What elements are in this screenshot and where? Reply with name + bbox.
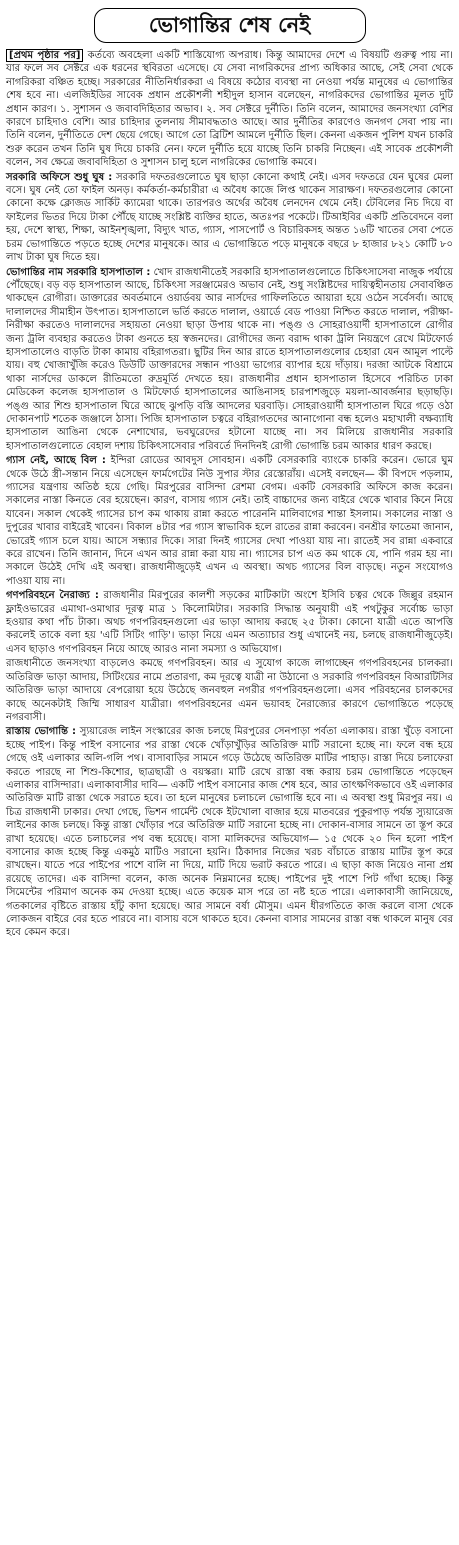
- paragraph-5: [6, 589, 453, 656]
- subheading: ভোগান্তির নাম সরকারি হাসপাতাল :: [6, 266, 151, 278]
- paragraph-text: কর্তব্যে অবহেলা একটি শাস্তিযোগ্য অপরাধ। কিন্তু আমাদের দেশে এ বিষয়টি গুরুত্ব পায় না। যার ফলে সব সেক্টরে এক ধরনের স্থবিরতা এসেছে। যে সেবা নাগরিকদের প্রাপ্য অধিকার আছে, সেই সেবা থেকে নাগরিকরা বঞ্চিত হচ্ছে। সরকারের নীতিনির্ধারকরা এ বিষয়ে কঠোর ব্যবস্থা না নেওয়া পর্যন্ত মানুষের এ ভোগান্তির শেষ হবে না। এলজিইডির সাবেক প্রধান প্রকৌশলী শহীদুল হাসান বলেছেন, নাগরিকদের ভোগান্তির মূলত দুটি প্রধান কারণ। ১. সুশাসন ও জবাবদিহিতার অভাব। ২. সব সেক্টরে দুর্নীতি। তিনি বলেন, আমাদের জনসংখ্যা বেশির কারণে চাহিদাও বেশি। আর চাহিদার তুলনায় সীমাবদ্ধতাও আছে। আর দুর্নীতির কারণেও জনগণ সেবা পায় না। তিনি বলেন, দুর্নীতিতে দেশ ছেয়ে গেছে। আগে তো ব্রিটিশ আমলে দুর্নীতি ছিল। কেননা একজন পুলিশ যখন চাকরি শুরু করেন তখন তিনি ঘুষ দিয়ে চাকরি নেন। ফলে দুর্নীতি হয়ে যাচ্ছে তিনি চাকরি নিচ্ছেন। এই সাবেক প্রকৌশলী বলেন, সব ক্ষেত্রে জবাবদিহিতা ও সুশাসন চালু হলে নাগরিকের ভোগান্তি কমবে।: [6, 50, 453, 169]
- continuation-label: [প্রথম পৃষ্ঠার পর]: [6, 49, 83, 62]
- paragraph-3: [6, 266, 453, 454]
- paragraph-text: সরকারি দফতরগুলোতে ঘুষ ছাড়া কোনো কথাই নেই। এসব দফতরে যেন ঘুষের মেলা বসে। ঘুষ নেই তো ফাইল অনড়। কর্মকর্তা-কর্মচারীরা এ অবৈধ কাজে লিপ্ত থাকেন সারাক্ষণ। দফতরগুলোর কোনো কোনো কক্ষে ক্লোজড সার্কিট ক্যামেরা থাকে। তারপরও অর্থের অবৈধ লেনদেন থেমে নেই। টেবিলের নিচ দিয়ে বা ফাইলের ভিতর দিয়ে টাকা পৌঁছে যাচ্ছে সংশ্লিষ্ট ব্যক্তির হাতে, অতঃপর পকেটে। টিআইবির একটি প্রতিবেদনে বলা হয়, দেশে স্বাস্থ্য, শিক্ষা, আইনশৃঙ্খলা, বিদ্যুৎ খাত, গ্যাস, পাসপোর্ট ও বিচারিকসহ অন্তত ১৬টি খাতের সেবা পেতে চরম ভোগান্তিতে পড়তে হচ্ছে দেশের মানুষকে। আর এ ভোগান্তিতে পড়ে মানুষকে বছরে ৮ হাজার ৮২১ কোটি ৮০ লাখ টাকা ঘুষ দিতে হয়।: [6, 171, 453, 264]
- subheading: গণপরিবহনে নৈরাজ্য :: [6, 590, 99, 602]
- headline-box: [94, 8, 366, 43]
- paragraph-text: খোদ রাজধানীতেই সরকারি হাসপাতালগুলোতে চিকিৎসাসেবা নাজুক পর্যায়ে পৌঁছেছে। বড় বড় হাসপাতাল আছে, চিকিৎসা সরঞ্জামেরও অভাব নেই, শুধু সংশ্লিষ্টদের দায়িত্বহীনতায় সেবাবঞ্চিত থাকছেন রোগীরা। ডাক্তারের অবর্তমানে ওয়ার্ডবয় আর নার্সদের গাফিলতিতে আয়ারা হয়ে ওঠেন সর্বেসর্বা। আছে দালালদের সীমাহীন উৎপাত। হাসপাতালে ভর্তি করতে দালাল, ওয়ার্ডে বেড পাওয়া নিশ্চিত করতে দালাল, পরীক্ষা-নিরীক্ষা করতেও দালালদের সহায়তা নেওয়া ছাড়া উপায় থাকে না। পঙ্গু ও সোহরাওয়ার্দী হাসপাতালে রোগীর জন্য ট্রলি ব্যবহার করতেও টাকা গুনতে হয় স্বজনদের। রোগীদের জন্য বরাদ্দ থাকা ট্রলি নিয়ন্ত্রণে রেখে মিটফোর্ড হাসপাতালেও বাড়তি টাকা কামায় বহিরাগতরা। ছুটির দিন আর রাতে হাসপাতালগুলোর চেহারা যেন আমূল পাল্টে যায়। বহু খোজাখুঁজি করেও ডিউটি ডাক্তারদের সন্ধান পাওয়া ভাগ্যের ব্যাপার হয়ে দাঁড়ায়। দরজা আটকে বিশ্রামে থাকা নার্সদের ডাকলে রীতিমতো রুদ্রমূর্তি দেখতে হয়। রাজধানীর প্রধান হাসপাতাল হিসেবে পরিচিত ঢাকা মেডিকেল কলেজ হাসপাতাল ও মিটফোর্ড হাসপাতালের আঙিনাসহ চারপাশজুড়ে ময়লা-আবর্জনার ছড়াছড়ি। পঙ্গু আর শিশু হাসপাতাল ঘিরে আছে ঝুপড়ি বস্তি আদলের ঘরবাড়ি। সোহরাওয়ার্দী হাসপাতাল ঘিরে গড়ে ওঠা দোকানপাট শতেক জঞ্জালে ঠাসা। পিজি হাসপাতাল চত্বরে বহিরাগতদের আনাগোনা বন্ধ হলেও মহাখালী বক্ষব্যাধি হাসপাতাল আঙিনা থেকে নেশাখোর, ভবঘুরেদের হটানো যাচ্ছে না। সব মিলিয়ে রাজধানীর সরকারি হাসপাতালগুলোতে বেহাল দশায় চিকিৎসাসেবার পরিবর্তে দিনদিনই রোগী ভোগান্তি চরম আকার ধারণ করছে।: [6, 266, 453, 452]
- paragraph-2: [6, 171, 453, 265]
- subheading: গ্যাস নেই, আছে বিল :: [6, 455, 106, 467]
- subheading: রাস্তায় ভোগান্তি :: [6, 726, 77, 738]
- headline: ভোগান্তির শেষ নেই: [148, 13, 311, 37]
- article-body: [6, 49, 453, 940]
- paragraph-4: [6, 454, 453, 588]
- paragraph-6: [6, 657, 453, 724]
- subheading: সরকারি অফিসে শুধু ঘুষ :: [6, 171, 113, 183]
- paragraph-text: স্যুয়ারেজ লাইন সংস্কারের কাজ চলছে মিরপুরের সেনপাড়া পর্বতা এলাকায়। রাস্তা খুঁড়ে বসানো হচ্ছে পাইপ। কিন্তু পাইপ বসানোর পর রাস্তা থেকে খোঁড়াখুঁড়ির অতিরিক্ত মাটি সরানো হচ্ছে না। ফলে বন্ধ হয়ে গেছে ওই এলাকার অলি-গলি পথ। বাসাবাড়ির সামনে গড়ে উঠেছে অতিরিক্ত মাটির পাহাড়। রাস্তা দিয়ে চলাফেরা করতে পারছে না শিশু-কিশোর, ছাত্রছাত্রী ও বয়স্করা। মাটি রেখে রাস্তা বন্ধ করায় চরম ভোগান্তিতে পড়েছেন এলাকার বাসিন্দারা। এলাকাবাসীর দাবি— একটি পাইপ বসানোর কাজ শেষ হবে, আর তাৎক্ষণিকভাবে ওই এলাকার অতিরিক্ত মাটি রাস্তা থেকে সরাতে হবে। তা হলে মানুষের চলাচলে ভোগান্তি হবে না। এ অবস্থা শুধু মিরপুর নয়। এ চিত্র রাজধানী ঢাকার। দেখা গেছে, ভিশন গার্মেন্ট থেকে ইটখোলা বাজার হয়ে মাতবরের পুকুরপাড় পর্যন্ত স্যুয়ারেজ লাইনের কাজ চলছে। কিন্তু রাস্তা খোঁড়ার পরে অতিরিক্ত মাটি সরানো হচ্ছে না। দোকান-বাসার সামনে তা স্তূপ করে রাখা হয়েছে। এতে চলাচলের পথ বন্ধ হয়েছে। বাসা মালিকদের অভিযোগ— ১৫ থেকে ২০ দিন হলো পাইপ বসানোর কাজ হচ্ছে কিন্তু একমুঠ মাটিও সরানো হয়নি। ঠিকাদার নিজের খরচ বাঁচাতে রাস্তায় মাটির স্তূপ করে রাখছেন। যাতে পরে পাইপের পাশে বালি না দিয়ে, মাটি দিয়ে ভরাট করতে পারে। এ ছাড়া কাজ নিয়েও নানা প্রশ্ন রয়েছে তাদের। এক বাসিন্দা বলেন, কাজ অনেক নিম্নমানের হচ্ছে। পাইপের দুই পাশে পিট গাঁথা হচ্ছে। কিন্তু সিমেন্টের পরিমাণ অনেক কম দেওয়া হচ্ছে। এতে কয়েক মাস পরে তা নষ্ট হতে পারে। এলাকাবাসী জানিয়েছে, গতকালের বৃষ্টিতে রাস্তায় হাঁটু কাদা হয়েছে। আর সামনে বর্ষা মৌসুম। এমন ধীরগতিতে কাজ করলে বাসা থেকে লোকজন বাইরে বের হতে পারবে না। বাসায় বসে থাকতে হবে। কেননা বাসার সামনের রাস্তা বন্ধ থাকলে মানুষ বের হবে কেমন করে।: [6, 726, 453, 939]
- paragraph-7: [6, 725, 453, 940]
- paragraph-text: রাজধানীতে জনসংখ্যা বাড়লেও কমছে গণপরিবহন। আর এ সুযোগ কাজে লাগাচ্ছেন গণপরিবহনের চালকরা। অতিরিক্ত ভাড়া আদায়, সিটিংয়ের নামে প্রতারণা, কম দূরত্বে যাত্রী না উঠানো ও সরকারি গণপরিবহন বিআরটিসির অতিরিক্ত ভাড়া আদায়ে বেপরোয়া হয়ে উঠেছে জনবহুল নগরীর গণপরিবহনগুলো। এসব পরিবহনের চালকদের কাছে অনেকটাই জিম্মি সাধারণ যাত্রীরা। গণপরিবহনের এমন ভয়াবহ নৈরাজ্যের কারণে ভোগান্তিতে পড়েছে নগরবাসী।: [6, 658, 453, 723]
- paragraph-text: রাজধানীর মিরপুরের কালশী সড়কের মাটিকাটা অংশে ইসিবি চত্বর থেকে জিল্লুর রহমান ফ্লাইওভারের এমাথা-ওমাথার দূরত্ব মাত্র ১ কিলোমিটার। সরকারি সিদ্ধান্ত অনুযায়ী এই পথটুকুর সর্বোচ্চ ভাড়া হওয়ার কথা পাঁচ টাকা। অথচ গণপরিবহনগুলো এর ভাড়া আদায় করছে ২৫ টাকা। কোনো যাত্রী এতে আপত্তি করলেই তাকে বলা হয় 'এটি সিটিং গাড়ি'। ভাড়া নিয়ে এমন অত্যাচার শুধু এখানেই নয়, চলছে রাজধানীজুড়েই। এসব ছাড়াও গণপরিবহন নিয়ে আছে আরও নানা সমস্যা ও অভিযোগ।: [6, 590, 453, 655]
- paragraph-1: [6, 49, 453, 170]
- paragraph-text: ইন্দিরা রোডের আবদুস সোবহান। একটি বেসরকারি ব্যাংকে চাকরি করেন। ভোরে ঘুম থেকে উঠে স্ত্রী-সন্তান নিয়ে এসেছেন ফার্মগেটের নিউ সুপার স্টার রেস্তোরাঁয়। এসেই বলছেন— কী বিপদে পড়লাম, গ্যাসের যন্ত্রণায় অতিষ্ঠ হয়ে গেছি। মিরপুরের বাসিন্দা রেশমা বেগম। একটি বেসরকারি অফিসে কাজ করেন। সকালের নাস্তা কিনতে বের হয়েছেন। কারণ, বাসায় গ্যাস নেই। তাই বাচ্চাদের জন্য বাইরে থেকে খাবার কিনে নিয়ে যাবেন। সকাল থেকেই গ্যাসের চাপ কম থাকায় রান্না করতে পারেননি মালিবাগের শান্তা ইসলাম। সকালের নাস্তা ও দুপুরের খাবার বাইরেই খাবেন। বিকাল ৪টার পর গ্যাস স্বাভাবিক হলে রাতের রান্না করবেন। বনশ্রীর ফাতেমা জানান, ভোরেই গ্যাস চলে যায়। আসে সন্ধ্যার দিকে। সারা দিনই গ্যাসের দেখা পাওয়া যায় না। রাতেই সব রান্না একবারে করে রাখেন। তিনি জানান, দিনে এখন আর রান্না করা যায় না। গ্যাসের চাপ এত কম থাকে যে, পানি গরম হয় না। সকালে উঠেই দেখি এই অবস্থা। রাজধানীজুড়েই এখন এ অবস্থা। অথচ গ্যাসের বিল বাড়ছে। নতুন সংযোগও পাওয়া যায় না।: [6, 455, 454, 587]
